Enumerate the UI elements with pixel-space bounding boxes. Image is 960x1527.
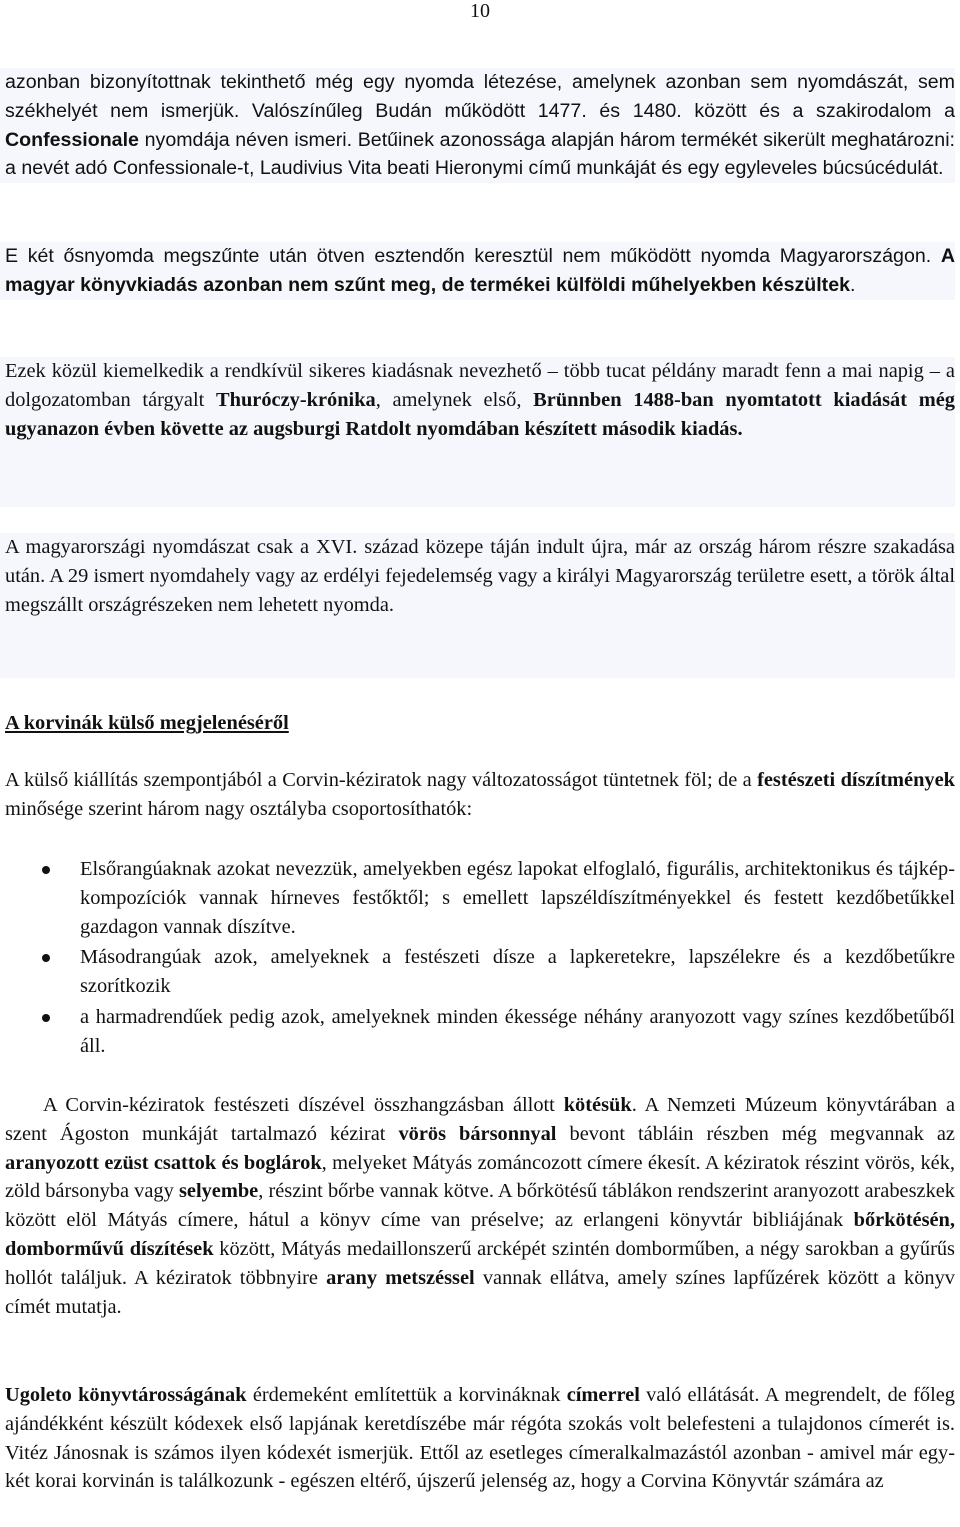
bold-text: vörös bársonnyal bbox=[398, 1122, 557, 1145]
text: való ellátását. A megrendelt, de főleg ajándékként készült kódexek első lapjának keretdíszébe már régóta szokás volt belefesteni a tulajdonos címerét is. Vitéz Jánosnak is számos ilyen kódexét ismerjük. Ettől az esetleges címeralkalmazástól azonban - amivel már egy-két korai korvinán is találkozunk - egészen eltérő, újszerű jelenség az, hogy a Corvina Könyvtár számára az bbox=[5, 1384, 955, 1493]
bold-text: A magyar könyvkiadás azonban nem szűnt meg, de termékei külföldi műhelyekben készültek bbox=[5, 245, 955, 296]
text: Ezek közül kiemelkedik a rendkívül sikeres kiadásnak nevezhető – több tucat példány maradt fenn a mai napig – a dolgozatomban tárgyalt bbox=[5, 360, 955, 411]
bold-text: Confessionale bbox=[5, 128, 139, 151]
text: , részint bőrbe vannak kötve. A bőrkötésű táblákon rendszerint aranyozott arabeszkek között elöl Mátyás címere, hátul a könyv címe van préselve; az erlangeni könyvtár bibliájának bbox=[5, 1180, 956, 1232]
bold-text: aranyozott ezüst csattok és boglárok bbox=[5, 1151, 322, 1174]
text: A magyarországi nyomdászat csak a XVI. század közepe táján indult újra, már az ország három részre szakadása után. A 29 ismert nyomdahely vagy az erdélyi fejedelemség vagy a királyi Magyarország területre esett, a török által megszállt országrészeken nem lehetett nyomda. bbox=[5, 536, 955, 616]
text: minősége szerint három nagy osztályba csoportosíthatók: bbox=[5, 797, 473, 820]
text: érdemeként említettük a korvináknak bbox=[246, 1384, 567, 1406]
paragraph-osnyomda bbox=[0, 242, 955, 300]
text: azonban bizonyítottnak tekinthető még egy nyomda létezése, amelynek azonban sem nyomdászát, sem székhelyét nem ismerjük. Valószínűleg Budán működött 1477. és 1480. között és a szakirodalom a bbox=[5, 71, 955, 122]
bold-text: Ugoleto könyvtárosságának bbox=[5, 1384, 247, 1406]
list-item bbox=[0, 1003, 955, 1061]
text: A Corvin-kéziratok festészeti díszével összhangzásban állott bbox=[43, 1094, 564, 1116]
paragraph-xvi-century bbox=[0, 533, 955, 678]
list-item bbox=[0, 943, 955, 1001]
bullet-list bbox=[0, 855, 955, 1063]
bullet-icon bbox=[42, 1014, 50, 1022]
bullet-icon bbox=[42, 866, 50, 874]
bold-text: arany metszéssel bbox=[326, 1266, 475, 1289]
text: , amelynek első, bbox=[375, 388, 534, 411]
text: között, Mátyás medaillonszerű arcképét szintén domborműben, a négy sarokban a gyűrűs hollót találjuk. A kéziratok többnyire bbox=[5, 1237, 955, 1289]
page-number: 10 bbox=[470, 0, 490, 22]
bold-text: címerrel bbox=[566, 1384, 640, 1406]
list-item-text: Másodrangúak azok, amelyeknek a festészeti dísze a lapkeretekre, lapszélekre és a kezdőbetűkre szorítkozik bbox=[80, 946, 955, 998]
paragraph-thuroczy bbox=[0, 357, 955, 507]
bold-text: Brünnben 1488-ban nyomtatott kiadását még ugyanazon évben követte az augsburgi Ratdolt nyomdában készített második kiadás. bbox=[5, 388, 955, 440]
list-item bbox=[0, 855, 955, 941]
bold-text: festészeti díszítmények bbox=[757, 769, 955, 791]
paragraph-kulso-kiallitas bbox=[5, 766, 955, 824]
paragraph-confessionale bbox=[0, 68, 955, 183]
text: E két ősnyomda megszűnte után ötven esztendőn keresztül nem működött nyomda Magyarországon. bbox=[5, 245, 941, 267]
bold-text: kötésük bbox=[563, 1094, 632, 1116]
paragraph-kotes bbox=[5, 1091, 955, 1321]
list-item-text: Elsőrangúaknak azokat nevezzük, amelyekben egész lapokat elfoglaló, figurális, architektonikus és tájkép-kompozíciók vannak hírneves festőktől; s emellett lapszéldíszítményekkel és festett kezdőbetűkkel gazdagon vannak díszítve. bbox=[80, 858, 955, 938]
bold-text: Thuróczy-krónika bbox=[216, 388, 376, 411]
section-heading: A korvinák külső megjelenéséről bbox=[5, 712, 289, 734]
bold-text: selyembe bbox=[178, 1180, 259, 1203]
bullet-icon bbox=[42, 954, 50, 962]
paragraph-ugoleto bbox=[5, 1381, 955, 1496]
list-item-text: a harmadrendűek pedig azok, amelyeknek minden ékessége néhány aranyozott vagy színes kezdőbetűből áll. bbox=[80, 1005, 955, 1057]
text: . bbox=[850, 273, 856, 296]
text: A külső kiállítás szempontjából a Corvin-kéziratok nagy változatosságot tüntetnek föl; de a bbox=[5, 769, 758, 791]
text: bevont tábláin részben még megvannak az bbox=[556, 1122, 955, 1145]
text: . A Nemzeti Múzeum könyvtárában a szent Ágoston munkáját tartalmazó kézirat bbox=[5, 1094, 955, 1145]
text: vannak ellátva, amely színes lapfűzérek között a könyv címét mutatja. bbox=[5, 1266, 955, 1318]
text: nyomdája néven ismeri. Betűinek azonossága alapján három termékét sikerült meghatározni: a nevét adó Confessionale-t, Laudivius Vita beati Hieronymi című munkáját és egy egyleveles búcsúcédulát. bbox=[5, 128, 955, 180]
text: , melyeket Mátyás zománcozott címere ékesít. A kéziratok részint vörös, kék, zöld bársonyba vagy bbox=[5, 1151, 955, 1203]
bold-text: bőrkötésén, domborművű díszítések bbox=[5, 1209, 955, 1260]
